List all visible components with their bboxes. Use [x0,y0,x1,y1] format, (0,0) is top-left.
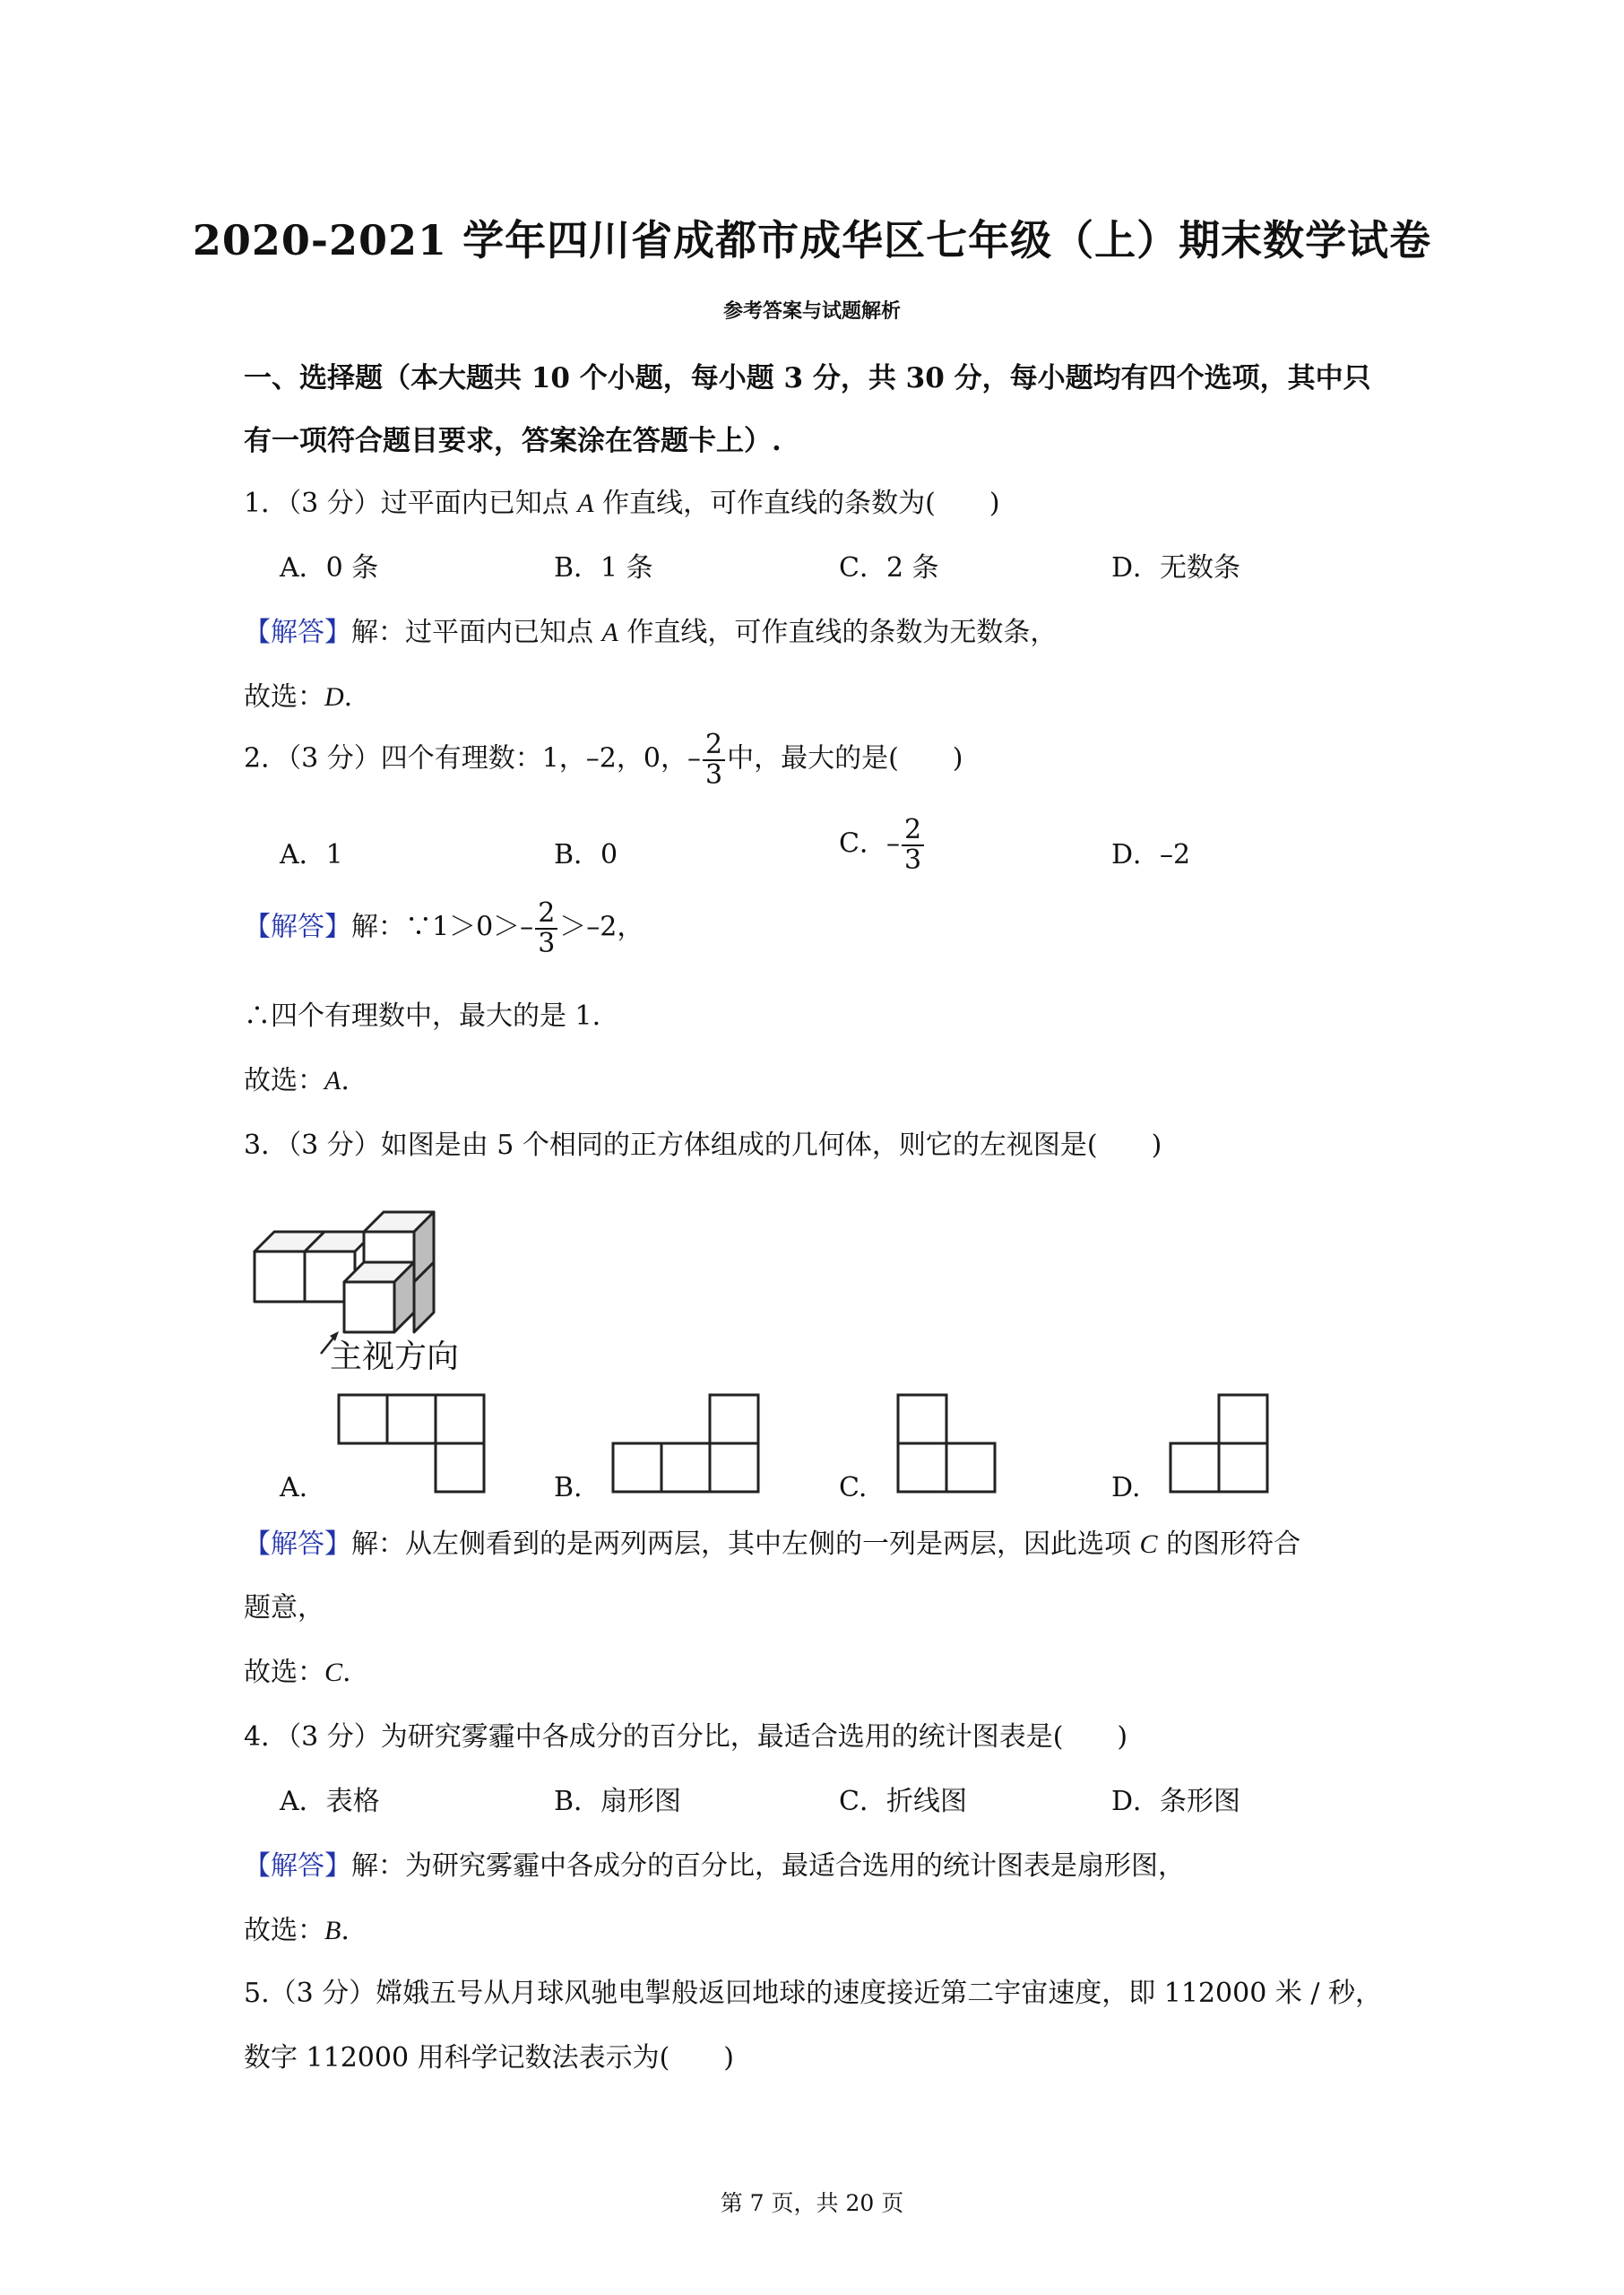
q4-solution: 【解答】解：为研究雾霾中各成分的百分比，最适合选用的统计图表是扇形图， [244,1850,1185,1882]
page-number: 第 7 页，共 20 页 [720,2190,904,2216]
q3-option-c-figure [896,1393,1000,1497]
q4-option-b: B．扇形图 [554,1786,682,1817]
q2-option-b: B．0 [554,839,618,870]
page-title: 2020-2021 学年四川省成都市成华区七年级（上）期末数学试卷 [192,216,1432,264]
q4-choice: 故选：B. [244,1915,350,1946]
q1-option-c: C．2 条 [839,552,939,584]
q5-stem-line1: 5.（3 分）嫦娥五号从月球风驰电掣般返回地球的速度接近第二宇宙速度，即 112000 米 / 秒， [244,1978,1383,2009]
q4-option-a: A．表格 [280,1786,380,1817]
solution-tag: 【解答】 [244,911,351,943]
q3-option-b-label: B. [554,1472,583,1503]
q3-option-d-label: D. [1111,1472,1141,1503]
q3-solution: 【解答】解：从左侧看到的是两列两层，其中左侧的一列是两层，因此选项 C 的图形符合 [244,1529,1301,1560]
q2-solution: 【解答】解：∵1＞0＞– $\frac{2}{3}$ ＞–2， [244,897,644,959]
q1-stem: 1．（3 分）过平面内已知点 A 作直线，可作直线的条数为( ) [244,488,1000,519]
q3-choice: 故选：C. [244,1657,351,1688]
q2-option-c: C．– $\frac{2}{3}$ [839,816,926,874]
solution-tag: 【解答】 [244,1850,351,1882]
q3-option-a-label: A. [280,1472,308,1503]
page-subtitle: 参考答案与试题解析 [722,299,901,323]
q4-stem: 4．（3 分）为研究雾霾中各成分的百分比，最适合选用的统计图表是( ) [244,1721,1128,1753]
q3-option-a-figure [337,1393,488,1497]
q3-option-b-figure [611,1393,762,1497]
solution-tag: 【解答】 [244,617,351,648]
figure-label-front-view: 主视方向 [330,1338,460,1375]
q3-solution-line2: 题意， [244,1592,324,1624]
section-heading-line1: 一、选择题（本大题共 10 个小题，每小题 3 分，共 30 分，每小题均有四个选项，其中只 [244,362,1371,394]
q1-option-b: B．1 条 [554,552,653,584]
q2-option-a: A．1 [280,839,343,870]
solution-tag: 【解答】 [244,1529,351,1560]
q2-choice: 故选：A. [244,1065,350,1096]
section-heading-line2: 有一项符合题目要求，答案涂在答题卡上）. [244,425,782,457]
q2-option-d: D．–2 [1111,839,1191,870]
q2-stem: 2．（3 分）四个有理数：1，–2，0，– $\frac{2}{3}$ 中，最大的是( ) [244,729,963,791]
q4-option-c: C．折线图 [839,1786,967,1817]
q1-option-d: D．无数条 [1111,552,1241,584]
q1-choice: 故选：D. [244,681,353,713]
q5-stem-line2: 数字 112000 用科学记数法表示为( ) [244,2042,735,2074]
q2-conclusion: ∴四个有理数中，最大的是 1. [244,1000,601,1032]
q1-option-a: A．0 条 [280,552,379,584]
q3-stem: 3．（3 分）如图是由 5 个相同的正方体组成的几何体，则它的左视图是( ) [244,1130,1162,1161]
q3-option-d-figure [1169,1393,1273,1497]
q1-solution: 【解答】解：过平面内已知点 A 作直线，可作直线的条数为无数条， [244,617,1058,648]
q3-option-c-label: C. [839,1472,868,1503]
q4-option-d: D．条形图 [1111,1786,1241,1817]
fraction-two-thirds: $\frac{2}{3}$ [703,731,725,789]
